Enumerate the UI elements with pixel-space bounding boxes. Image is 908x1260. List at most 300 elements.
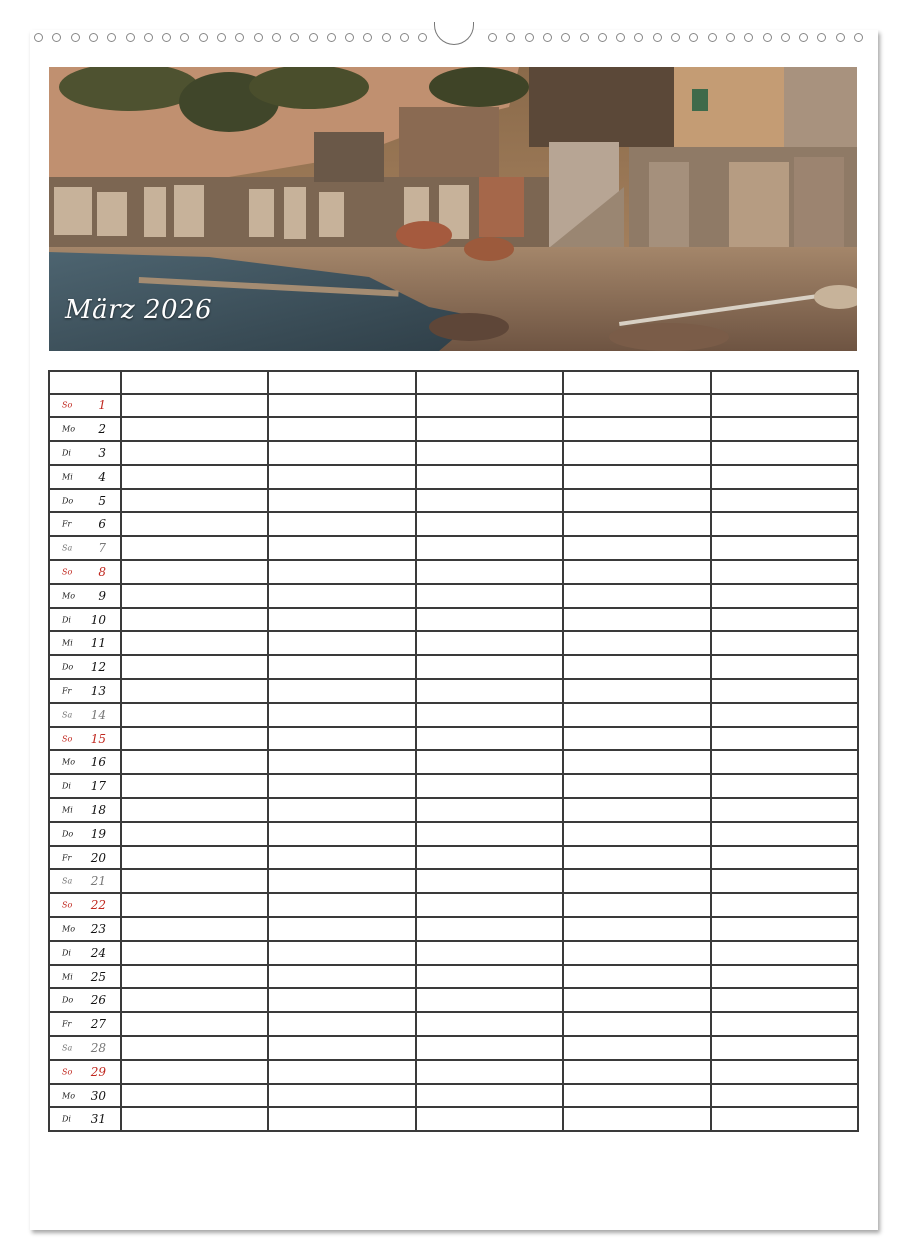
weekday-label: So: [62, 900, 73, 910]
entry-cell[interactable]: [563, 869, 710, 893]
day-label-cell: [49, 798, 121, 822]
entry-cell[interactable]: [416, 750, 563, 774]
entry-cell[interactable]: [711, 869, 858, 893]
binding-ring: [382, 33, 391, 42]
entry-cell[interactable]: [711, 703, 858, 727]
month-title: März 2026: [65, 295, 213, 325]
entry-cell[interactable]: [563, 1084, 710, 1108]
entry-cell[interactable]: [416, 394, 563, 418]
entry-cell[interactable]: [121, 441, 268, 465]
day-row: [49, 655, 858, 679]
entry-cell[interactable]: [563, 774, 710, 798]
entry-cell[interactable]: [121, 417, 268, 441]
binding-ring: [817, 33, 826, 42]
day-number: 10: [90, 612, 106, 627]
entry-cell[interactable]: [563, 1036, 710, 1060]
day-row: [49, 774, 858, 798]
day-label-cell: [49, 441, 121, 465]
entry-cell[interactable]: [711, 1084, 858, 1108]
entry-cell[interactable]: [268, 512, 415, 536]
weekday-label: Sa: [62, 543, 73, 553]
entry-cell[interactable]: [416, 846, 563, 870]
entry-cell[interactable]: [563, 917, 710, 941]
entry-cell[interactable]: [268, 965, 415, 989]
entry-cell[interactable]: [121, 560, 268, 584]
entry-cell[interactable]: [121, 631, 268, 655]
day-label-cell: [49, 893, 121, 917]
entry-cell[interactable]: [563, 846, 710, 870]
binding-ring: [506, 33, 515, 42]
weekday-label: Mo: [62, 924, 76, 934]
day-label-cell: [49, 727, 121, 751]
day-row: [49, 703, 858, 727]
day-row: [49, 512, 858, 536]
weekday-label: Sa: [62, 1043, 73, 1053]
entry-cell[interactable]: [121, 465, 268, 489]
binding-ring: [744, 33, 753, 42]
entry-cell[interactable]: [416, 727, 563, 751]
binding-ring: [107, 33, 116, 42]
day-row: [49, 417, 858, 441]
weekday-label: Do: [62, 829, 74, 839]
entry-cell[interactable]: [416, 1084, 563, 1108]
day-label-cell: [49, 560, 121, 584]
entry-cell[interactable]: [121, 917, 268, 941]
binding-ring: [71, 33, 80, 42]
weekday-label: Mo: [62, 1091, 76, 1100]
entry-cell[interactable]: [711, 560, 858, 584]
day-label-cell: [49, 631, 121, 655]
weekday-label: So: [62, 567, 73, 577]
binding-ring: [561, 33, 570, 42]
binding-ring: [689, 33, 698, 42]
entry-cell[interactable]: [268, 417, 415, 441]
entry-cell[interactable]: [121, 489, 268, 513]
entry-cell[interactable]: [711, 917, 858, 941]
binding-ring: [836, 33, 845, 42]
day-label-cell: [49, 774, 121, 798]
entry-cell[interactable]: [121, 1084, 268, 1108]
weekday-label: Sa: [62, 876, 73, 886]
day-row: [49, 822, 858, 846]
day-label-cell: [49, 536, 121, 560]
entry-cell[interactable]: [416, 465, 563, 489]
entry-cell[interactable]: [268, 750, 415, 774]
binding-ring: [254, 33, 263, 42]
entry-cell[interactable]: [563, 965, 710, 989]
entry-cell[interactable]: [121, 1107, 268, 1131]
entry-cell[interactable]: [711, 846, 858, 870]
day-label-cell: [49, 846, 121, 870]
weekday-label: Fr: [62, 1019, 72, 1029]
column-header[interactable]: [416, 371, 563, 394]
entry-cell[interactable]: [268, 1107, 415, 1131]
day-label-cell: [49, 965, 121, 989]
entry-cell[interactable]: [268, 584, 415, 608]
entry-cell[interactable]: [563, 465, 710, 489]
entry-cell[interactable]: [121, 893, 268, 917]
day-number: 25: [90, 969, 106, 984]
binding-ring: [363, 33, 372, 42]
entry-cell[interactable]: [121, 584, 268, 608]
day-number: 29: [90, 1064, 106, 1079]
day-label-cell: [49, 917, 121, 941]
day-number: 27: [90, 1017, 106, 1032]
day-row: [49, 893, 858, 917]
entry-cell[interactable]: [711, 417, 858, 441]
binding-ring: [671, 33, 680, 42]
entry-cell[interactable]: [416, 869, 563, 893]
entry-cell[interactable]: [416, 1012, 563, 1036]
day-row: [49, 489, 858, 513]
day-row: [49, 869, 858, 893]
column-header[interactable]: [121, 371, 268, 394]
entry-cell[interactable]: [121, 798, 268, 822]
entry-cell[interactable]: [121, 846, 268, 870]
entry-cell[interactable]: [121, 703, 268, 727]
entry-cell[interactable]: [416, 560, 563, 584]
entry-cell[interactable]: [416, 655, 563, 679]
binding-ring: [525, 33, 534, 42]
entry-cell[interactable]: [563, 750, 710, 774]
entry-cell[interactable]: [711, 1012, 858, 1036]
day-row: [49, 631, 858, 655]
day-label-cell: [49, 394, 121, 418]
day-row: [49, 988, 858, 1012]
entry-cell[interactable]: [563, 560, 710, 584]
entry-cell[interactable]: [563, 941, 710, 965]
entry-cell[interactable]: [416, 774, 563, 798]
entry-cell[interactable]: [416, 965, 563, 989]
entry-cell[interactable]: [563, 1060, 710, 1084]
entry-cell[interactable]: [268, 988, 415, 1012]
day-row: [49, 560, 858, 584]
day-row: [49, 917, 858, 941]
day-number: 19: [90, 826, 106, 841]
entry-cell[interactable]: [563, 822, 710, 846]
entry-cell[interactable]: [416, 608, 563, 632]
day-number: 15: [90, 731, 106, 746]
entry-cell[interactable]: [268, 560, 415, 584]
day-number: 31: [90, 1112, 106, 1127]
entry-cell[interactable]: [563, 727, 710, 751]
entry-cell[interactable]: [121, 1060, 268, 1084]
entry-cell[interactable]: [416, 798, 563, 822]
entry-cell[interactable]: [121, 869, 268, 893]
entry-cell[interactable]: [711, 798, 858, 822]
weekday-label: Mi: [62, 472, 73, 482]
entry-cell[interactable]: [711, 536, 858, 560]
binding-ring: [162, 33, 171, 42]
binding-ring: [235, 33, 244, 42]
day-row: [49, 846, 858, 870]
entry-cell[interactable]: [268, 465, 415, 489]
day-row: [49, 1036, 858, 1060]
entry-cell[interactable]: [563, 489, 710, 513]
entry-cell[interactable]: [121, 822, 268, 846]
weekday-label: Mo: [62, 591, 76, 601]
weekday-label: Fr: [62, 519, 72, 529]
day-label-cell: [49, 1107, 121, 1131]
entry-cell[interactable]: [121, 655, 268, 679]
weekday-label: Di: [62, 615, 71, 625]
entry-cell[interactable]: [711, 1036, 858, 1060]
entry-cell[interactable]: [563, 1107, 710, 1131]
entry-cell[interactable]: [121, 1012, 268, 1036]
entry-cell[interactable]: [121, 536, 268, 560]
entry-cell[interactable]: [268, 441, 415, 465]
day-number: 14: [90, 707, 106, 722]
day-label-cell: [49, 703, 121, 727]
column-header[interactable]: [268, 371, 415, 394]
entry-cell[interactable]: [416, 941, 563, 965]
entry-cell[interactable]: [268, 1036, 415, 1060]
entry-cell[interactable]: [563, 988, 710, 1012]
weekday-label: Mi: [62, 972, 73, 982]
day-number: 1: [98, 398, 106, 413]
entry-cell[interactable]: [711, 988, 858, 1012]
entry-cell[interactable]: [563, 893, 710, 917]
day-row: [49, 1060, 858, 1084]
entry-cell[interactable]: [711, 512, 858, 536]
entry-cell[interactable]: [121, 727, 268, 751]
entry-cell[interactable]: [268, 798, 415, 822]
day-label-cell: [49, 1036, 121, 1060]
weekday-label: So: [62, 734, 73, 744]
day-number: 28: [90, 1040, 106, 1055]
header-photo: [49, 67, 857, 351]
binding-ring: [543, 33, 552, 42]
entry-cell[interactable]: [563, 608, 710, 632]
binding-ring: [616, 33, 625, 42]
entry-cell[interactable]: [268, 846, 415, 870]
day-number: 12: [90, 660, 106, 675]
day-label-cell: [49, 465, 121, 489]
corner-cell: [49, 371, 121, 394]
entry-cell[interactable]: [563, 584, 710, 608]
entry-cell[interactable]: [268, 822, 415, 846]
entry-cell[interactable]: [711, 679, 858, 703]
binding-ring: [418, 33, 427, 42]
day-number: 22: [90, 898, 106, 913]
entry-cell[interactable]: [711, 655, 858, 679]
day-row: [49, 465, 858, 489]
day-number: 17: [90, 779, 106, 794]
entry-cell[interactable]: [268, 774, 415, 798]
planner-grid: [48, 370, 859, 1132]
day-label-cell: [49, 750, 121, 774]
entry-cell[interactable]: [711, 774, 858, 798]
weekday-label: Di: [62, 448, 71, 458]
entry-cell[interactable]: [268, 536, 415, 560]
entry-cell[interactable]: [563, 512, 710, 536]
entry-cell[interactable]: [416, 893, 563, 917]
binding-ring: [327, 33, 336, 42]
day-label-cell: [49, 608, 121, 632]
entry-cell[interactable]: [711, 727, 858, 751]
day-label-cell: [49, 489, 121, 513]
entry-cell[interactable]: [416, 441, 563, 465]
weekday-label: Fr: [62, 853, 72, 863]
entry-cell[interactable]: [121, 774, 268, 798]
entry-cell[interactable]: [416, 1036, 563, 1060]
entry-cell[interactable]: [711, 822, 858, 846]
binding-ring: [217, 33, 226, 42]
entry-cell[interactable]: [711, 1107, 858, 1131]
entry-cell[interactable]: [121, 750, 268, 774]
spiral-binding: [30, 28, 878, 48]
entry-cell[interactable]: [121, 965, 268, 989]
binding-ring: [272, 33, 281, 42]
entry-cell[interactable]: [416, 631, 563, 655]
weekday-label: Do: [62, 662, 74, 672]
day-number: 8: [98, 564, 106, 579]
day-label-cell: [49, 1084, 121, 1108]
weekday-label: So: [62, 1067, 73, 1077]
day-row: [49, 394, 858, 418]
entry-cell[interactable]: [416, 703, 563, 727]
entry-cell[interactable]: [121, 394, 268, 418]
entry-cell[interactable]: [563, 536, 710, 560]
entry-cell[interactable]: [711, 608, 858, 632]
entry-cell[interactable]: [121, 988, 268, 1012]
entry-cell[interactable]: [268, 608, 415, 632]
entry-cell[interactable]: [268, 703, 415, 727]
binding-ring: [653, 33, 662, 42]
weekday-label: Di: [62, 781, 71, 791]
entry-cell[interactable]: [563, 798, 710, 822]
entry-cell[interactable]: [268, 631, 415, 655]
entry-cell[interactable]: [268, 394, 415, 418]
entry-cell[interactable]: [563, 655, 710, 679]
binding-ring: [290, 33, 299, 42]
entry-cell[interactable]: [268, 1084, 415, 1108]
binding-ring: [634, 33, 643, 42]
day-row: [49, 1012, 858, 1036]
day-label-cell: [49, 941, 121, 965]
day-row: [49, 750, 858, 774]
day-number: 11: [90, 636, 106, 651]
day-label-cell: [49, 512, 121, 536]
binding-ring: [34, 33, 43, 42]
day-number: 13: [90, 683, 106, 698]
weekday-label: Sa: [62, 710, 73, 720]
day-number: 23: [90, 921, 106, 936]
entry-cell[interactable]: [268, 727, 415, 751]
binding-ring: [199, 33, 208, 42]
weekday-label: Mi: [62, 805, 73, 815]
day-label-cell: [49, 584, 121, 608]
entry-cell[interactable]: [711, 489, 858, 513]
entry-cell[interactable]: [416, 679, 563, 703]
entry-cell[interactable]: [711, 1060, 858, 1084]
weekday-label: Do: [62, 995, 74, 1005]
entry-cell[interactable]: [711, 394, 858, 418]
day-label-cell: [49, 1012, 121, 1036]
day-label-cell: [49, 417, 121, 441]
entry-cell[interactable]: [711, 750, 858, 774]
entry-cell[interactable]: [416, 988, 563, 1012]
entry-cell[interactable]: [416, 536, 563, 560]
day-number: 21: [90, 874, 106, 889]
day-number: 3: [98, 445, 106, 460]
entry-cell[interactable]: [268, 893, 415, 917]
entry-cell[interactable]: [121, 679, 268, 703]
hanger-hook: [434, 22, 474, 45]
column-header[interactable]: [711, 371, 858, 394]
day-number: 20: [90, 850, 106, 865]
binding-ring: [309, 33, 318, 42]
day-number: 24: [90, 945, 106, 960]
entry-cell[interactable]: [711, 584, 858, 608]
entry-cell[interactable]: [121, 608, 268, 632]
weekday-label: So: [62, 400, 73, 410]
entry-cell[interactable]: [416, 584, 563, 608]
column-header[interactable]: [563, 371, 710, 394]
binding-ring: [726, 33, 735, 42]
day-row: [49, 679, 858, 703]
entry-cell[interactable]: [563, 631, 710, 655]
binding-ring: [781, 33, 790, 42]
entry-cell[interactable]: [416, 917, 563, 941]
entry-cell[interactable]: [268, 941, 415, 965]
entry-cell[interactable]: [416, 822, 563, 846]
day-row: [49, 965, 858, 989]
header-row: [49, 371, 858, 394]
entry-cell[interactable]: [711, 965, 858, 989]
entry-cell[interactable]: [268, 655, 415, 679]
entry-cell[interactable]: [563, 394, 710, 418]
entry-cell[interactable]: [563, 1012, 710, 1036]
entry-cell[interactable]: [416, 512, 563, 536]
entry-cell[interactable]: [121, 1036, 268, 1060]
entry-cell[interactable]: [416, 417, 563, 441]
entry-cell[interactable]: [416, 1060, 563, 1084]
entry-cell[interactable]: [563, 703, 710, 727]
entry-cell[interactable]: [268, 917, 415, 941]
day-label-cell: [49, 869, 121, 893]
entry-cell[interactable]: [268, 1060, 415, 1084]
weekday-label: Mo: [62, 424, 76, 434]
binding-ring: [400, 33, 409, 42]
entry-cell[interactable]: [711, 893, 858, 917]
day-row: [49, 941, 858, 965]
entry-cell[interactable]: [416, 489, 563, 513]
entry-cell[interactable]: [711, 441, 858, 465]
entry-cell[interactable]: [121, 941, 268, 965]
entry-cell[interactable]: [268, 679, 415, 703]
entry-cell[interactable]: [563, 441, 710, 465]
day-row: [49, 798, 858, 822]
day-row: [49, 1084, 858, 1108]
entry-cell[interactable]: [711, 631, 858, 655]
day-label-cell: [49, 1060, 121, 1084]
entry-cell[interactable]: [711, 941, 858, 965]
entry-cell[interactable]: [121, 512, 268, 536]
entry-cell[interactable]: [268, 489, 415, 513]
day-row: [49, 536, 858, 560]
entry-cell[interactable]: [563, 417, 710, 441]
entry-cell[interactable]: [268, 1012, 415, 1036]
entry-cell[interactable]: [268, 869, 415, 893]
entry-cell[interactable]: [563, 679, 710, 703]
day-row: [49, 727, 858, 751]
binding-ring: [89, 33, 98, 42]
entry-cell[interactable]: [711, 465, 858, 489]
day-number: 9: [98, 588, 106, 603]
day-label-cell: [49, 822, 121, 846]
entry-cell[interactable]: [416, 1107, 563, 1131]
